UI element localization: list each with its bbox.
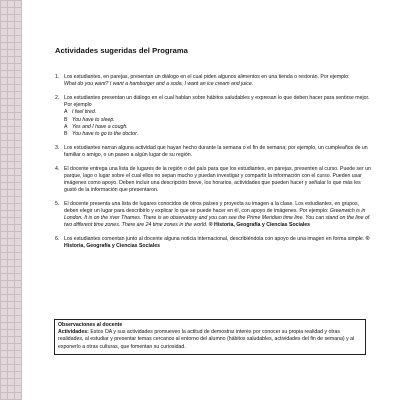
cross-subject-reference: ® Historia, Geografía y Ciencias Sociales <box>64 236 370 250</box>
activity-text: Los estudiantes narran alguna actividad que hayan hecho durante la semana o el fin de semana; por ejemplo, un cumpleaños de un familiar o amigo, o un paseo a algún lugar de su región. <box>64 144 368 158</box>
activity-text: Los estudiantes, en parejas, presentan un diálogo en el cual piden algunos alimentos en una tienda o restorán. Por ejemplo: <box>64 74 350 80</box>
activity-text: El docente presenta una lista de lugares conocidos de otros países y proyecta su imagen a la clase. Los estudiantes, en grupos, deben elegir un lugar para describirlo y explicar lo que se puede hacer en él, con apoyo de imágenes. Por ejemplo: <box>64 200 360 215</box>
activity-item-4 <box>55 166 373 195</box>
speaker-line: Yes and I have a cough. <box>72 123 128 130</box>
activity-number: 6. <box>55 236 60 243</box>
activity-number: 5. <box>55 200 60 207</box>
activity-text: Los estudiantes comentan junto al docente alguna noticia internacional, describiéndola con apoyo de una imagen en forma simple. <box>64 236 365 243</box>
decorative-grid-strip <box>0 0 22 400</box>
activity-item-3 <box>55 145 373 159</box>
page-title: Actividades sugeridas del Programa <box>55 46 188 55</box>
activity-item-1 <box>55 74 373 88</box>
activity-example: Greenwich is in London. It is on the river Thames. There is an observatory and you can see the Prime Meridian time line. You can stand on the line of two different time zones. There are 24 time zones in the world. <box>64 208 370 229</box>
speaker-letter: A <box>64 123 68 130</box>
observations-text: Estos OA y sus actividades promueven la actitud de demostrar interés por conocer su propia realidad y otras realidades, al estudiar y presentar temas cercanos al entorno del alumno (hábitos saludables, actividades del fin de semana) y al exponerlo a otras culturas, que fomentan su curiosidad. <box>58 329 355 350</box>
activity-number: 3. <box>55 144 60 151</box>
dialogue-line <box>64 124 373 131</box>
dialogue-line <box>64 109 373 116</box>
dialogue-lines <box>64 109 373 138</box>
activity-text: Los estudiantes presentan un diálogo en el cual hablan sobre hábitos saludables y expresan lo que deben hacer para sentirse mejor. Por ejemplo <box>64 94 370 109</box>
speaker-line: You have to go to the doctor. <box>72 130 139 137</box>
activity-item-5 <box>55 201 373 230</box>
speaker-letter: B <box>64 130 68 137</box>
observations-label: Actividades: <box>58 329 89 336</box>
dialogue-line <box>64 131 373 138</box>
activity-item-6 <box>55 236 373 250</box>
cross-subject-reference: ® Historia, Geografía y Ciencias Sociales <box>208 222 311 229</box>
activity-number: 2. <box>55 94 60 101</box>
activity-example: What do you want? I want a hamburger and a soda, I want an ice cream and juice. <box>64 81 254 88</box>
dialogue-line <box>64 117 373 124</box>
speaker-letter: B <box>64 116 68 123</box>
speaker-line: You have to sleep. <box>72 116 115 123</box>
document-page <box>43 0 375 400</box>
activity-number: 4. <box>55 165 60 172</box>
speaker-letter: A <box>64 109 68 116</box>
activity-list <box>55 74 373 257</box>
activity-number: 1. <box>55 74 60 80</box>
teacher-observations-box <box>54 319 366 355</box>
activity-item-2 <box>55 95 373 138</box>
activity-text: El docente entrega una lista de lugares de la región o del país para que los estudiantes, en parejas, presenten al curso. Puede ser un parque, lago o lugar sobre el cual ellos no sepan mucho y puedan investigar y compartir la información con el curso. Pueden usar imágenes como apoyo. Deben incluir una descripción breve, los horarios, actividades que pueden hacer y señalar lo que más les gustó de la información que presentaron. <box>64 165 371 194</box>
observations-title: Observaciones al docente <box>58 322 123 328</box>
speaker-line: I feel tired. <box>72 109 97 116</box>
